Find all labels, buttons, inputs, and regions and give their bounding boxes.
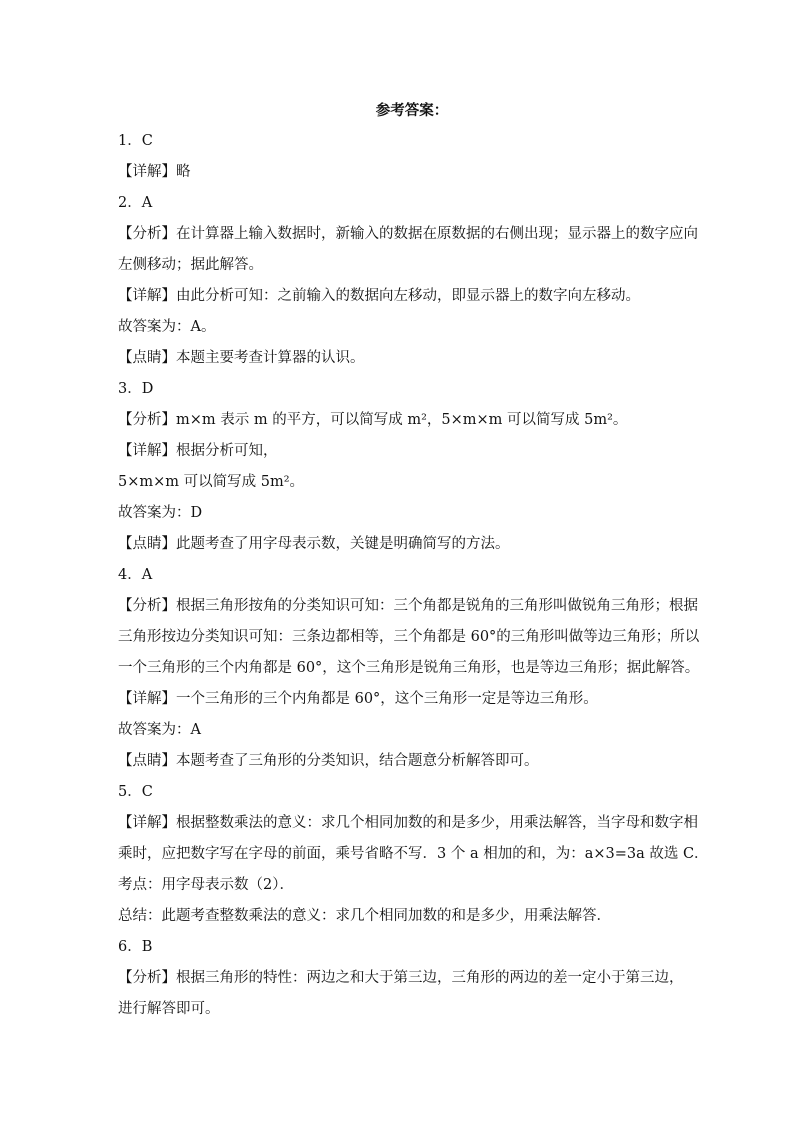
answer-line: 故答案为：A。 (118, 319, 216, 335)
answer-line: 一个三角形的三个内角都是 60°，这个三角形是锐角三角形，也是等边三角形；据此解答。 (118, 660, 700, 676)
page-title: 参考答案： (375, 102, 449, 119)
answer-line: 总结：此题考查整数乘法的意义：求几个相同加数的和是多少，用乘法解答． (118, 908, 611, 924)
answer-line: 4．A (118, 567, 153, 583)
answer-line: 【分析】在计算器上输入数据时，新输入的数据在原数据的右侧出现；显示器上的数字应向 (118, 226, 698, 242)
answer-line: 2．A (118, 195, 153, 211)
answer-lines (118, 126, 709, 1025)
answer-line: 【详解】根据整数乘法的意义：求几个相同加数的和是多少，用乘法解答，当字母和数字相 (118, 815, 698, 831)
answer-line: 6．B (118, 939, 153, 955)
answer-line: 考点：用字母表示数（2）． (118, 877, 294, 893)
answer-line: 【详解】一个三角形的三个内角都是 60°，这个三角形一定是等边三角形。 (118, 691, 598, 707)
answer-line: 故答案为：A (118, 722, 201, 738)
answer-line: 【点睛】本题主要考查计算器的认识。 (118, 350, 365, 366)
answer-line: 乘时，应把数字写在字母的前面，乘号省略不写．3 个 a 相加的和，为：a×3=3a 故选 C． (118, 846, 709, 862)
answer-line: 三角形按边分类知识可知：三条边都相等，三个角都是 60°的三角形叫做等边三角形；所以 (118, 629, 700, 645)
answer-line: 【点睛】本题考查了三角形的分类知识，结合题意分析解答即可。 (118, 753, 539, 769)
answer-line: 故答案为：D (118, 505, 203, 521)
answer-line: 3．D (118, 381, 154, 397)
answer-line: 5．C (118, 784, 153, 800)
answer-line: 左侧移动；据此解答。 (118, 257, 263, 273)
answer-line: 5×m×m 可以简写成 5m²。 (118, 474, 305, 490)
answer-line: 1．C (118, 133, 153, 149)
answer-line: 进行解答即可。 (118, 1001, 220, 1017)
answer-line: 【详解】由此分析可知：之前输入的数据向左移动，即显示器上的数字向左移动。 (118, 288, 640, 304)
answer-line: 【详解】略 (118, 164, 191, 180)
answer-line: 【分析】根据三角形按角的分类知识可知：三个角都是锐角的三角形叫做锐角三角形；根据 (118, 598, 698, 614)
answer-line: 【分析】根据三角形的特性：两边之和大于第三边，三角形的两边的差一定小于第三边， (118, 970, 684, 986)
answer-line: 【详解】根据分析可知， (118, 443, 278, 459)
answer-line: 【点睛】此题考查了用字母表示数，关键是明确简写的方法。 (118, 536, 510, 552)
answer-line: 【分析】m×m 表示 m 的平方，可以简写成 m²，5×m×m 可以简写成 5m²。 (118, 412, 628, 428)
